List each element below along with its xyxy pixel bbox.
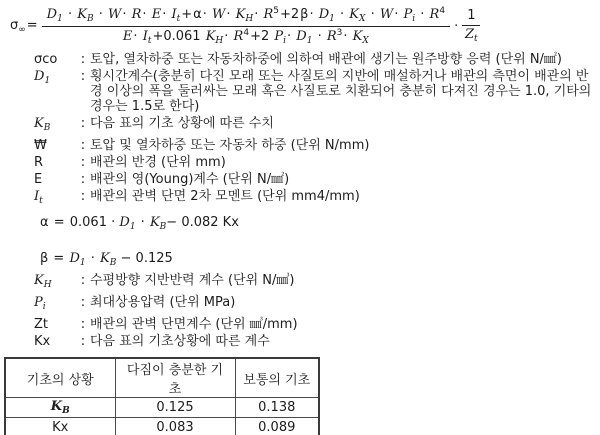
symbol-sigma: σco — [34, 52, 58, 67]
definition-kb — [4, 116, 596, 136]
definition-text: 배관의 관벽 단면 2차 모멘트 (단위 mm4/mm) — [90, 189, 360, 204]
beta-equation: $\beta = D_1 \cdot K_B - 0.125$ — [40, 251, 173, 268]
stress-formula — [10, 6, 596, 46]
symbol-kh: $K_H$ — [34, 273, 52, 290]
colon: : — [80, 317, 86, 332]
definition-d1 — [4, 69, 596, 114]
symbol-pi: $P_i$ — [34, 295, 46, 312]
colon: : — [80, 295, 86, 310]
symbol-it: $I_t$ — [34, 189, 43, 206]
definition-kx — [4, 334, 596, 349]
definition-text: 다음 표의 기초 상황에 따른 수치 — [90, 116, 274, 131]
definition-text: 배관의 영(Young)계수 (단위 N/㎟) — [90, 172, 290, 187]
header-well-compacted: 다짐이 충분한 기초 — [115, 358, 235, 398]
kx-value-compacted: 0.083 — [115, 418, 235, 435]
definition-text: 배관의 관벽 단면계수 (단위 ㎣/mm) — [90, 317, 298, 332]
table-row-kb — [5, 398, 319, 418]
symbol-zt: Zt — [34, 317, 49, 332]
colon: : — [80, 172, 86, 187]
alpha-equation: $\alpha = 0.061 \cdot D_1 \cdot K_B- 0.082$ Kx — [40, 215, 239, 232]
table-row-kx — [5, 418, 319, 435]
definition-sigma — [4, 52, 596, 67]
symbol-definition-list — [4, 52, 596, 349]
table-header-row — [5, 358, 319, 398]
formula-tail-numerator: 1 — [462, 8, 480, 26]
formula-numerator: $D_1 \cdot K_B \cdot W\cdot R\cdot E\cdot I_t+\alpha\cdot W\cdot K_H\cdot R^5+2\beta\cdot D_1 \cdot K_X \cdot W\cdot P_i \cdot R^4$ — [42, 6, 450, 27]
colon: : — [80, 334, 86, 349]
definition-text: 수평방향 지반반력 계수 (단위 N/㎣) — [90, 273, 295, 288]
row-symbol-kb: $K_B$ — [5, 398, 115, 418]
definition-text: 다음 표의 기초상황에 따른 계수 — [90, 334, 270, 349]
symbol-e: E — [34, 172, 43, 187]
definition-kh — [4, 273, 596, 293]
definition-r — [4, 155, 596, 170]
definition-zt — [4, 317, 596, 332]
formula-tail-denominator: $Z_t$ — [465, 27, 478, 44]
definition-w — [4, 138, 596, 153]
colon: : — [80, 273, 86, 288]
symbol-kb: $K_B$ — [34, 116, 51, 133]
formula-times-dot: · — [454, 18, 459, 34]
header-foundation-condition: 기초의 상황 — [5, 358, 115, 398]
definition-text: 토압 및 열차하중 또는 자동차 하중 (단위 N/mm) — [90, 138, 370, 153]
colon: : — [80, 138, 86, 153]
colon: : — [80, 52, 86, 67]
colon: : — [80, 189, 86, 204]
formula-tail-fraction — [462, 8, 480, 44]
row-symbol-kx: Kx — [5, 418, 115, 435]
kb-value-compacted: 0.125 — [115, 398, 235, 418]
definition-text: 토압, 열차하중 또는 자동차하중에 의하여 배관에 생기는 원주방향 응력 (단위 N/㎟) — [90, 52, 563, 67]
formula-lhs: $\sigma_\infty=$ — [10, 17, 38, 35]
definition-text: 배관의 반경 (단위 mm) — [90, 155, 226, 170]
symbol-r: R — [34, 155, 44, 170]
symbol-d1: $D_1$ — [34, 69, 51, 86]
kx-value-normal: 0.089 — [235, 418, 319, 435]
definition-e — [4, 172, 596, 187]
kb-value-normal: 0.138 — [235, 398, 319, 418]
definition-text: 횡시간계수(충분히 다진 모래 또는 사질토의 지반에 매설하거나 배관의 측면이 배관의 반경 이상의 폭을 둘러싸는 모래 혹은 사질토로 치환되어 충분히 다져진 경우는 1.0, 기타의 경우는 1.5로 한다) — [90, 69, 592, 114]
symbol-w: ₩ — [34, 138, 47, 153]
foundation-coefficient-table — [4, 357, 320, 435]
definition-it — [4, 189, 596, 209]
header-normal-foundation: 보통의 기초 — [235, 358, 319, 398]
colon: : — [80, 155, 86, 170]
symbol-kx: Kx — [34, 334, 51, 349]
definition-pi — [4, 295, 596, 315]
formula-main-fraction — [42, 6, 450, 46]
colon: : — [80, 116, 86, 131]
colon: : — [80, 69, 86, 84]
formula-denominator: $E\cdot I_t+0.061$ $K_H\cdot R^4+2$ $P_i\cdot D_1 \cdot R^3\cdot K_X$ — [122, 28, 369, 46]
definition-text: 최대상용압력 (단위 MPa) — [90, 295, 236, 310]
